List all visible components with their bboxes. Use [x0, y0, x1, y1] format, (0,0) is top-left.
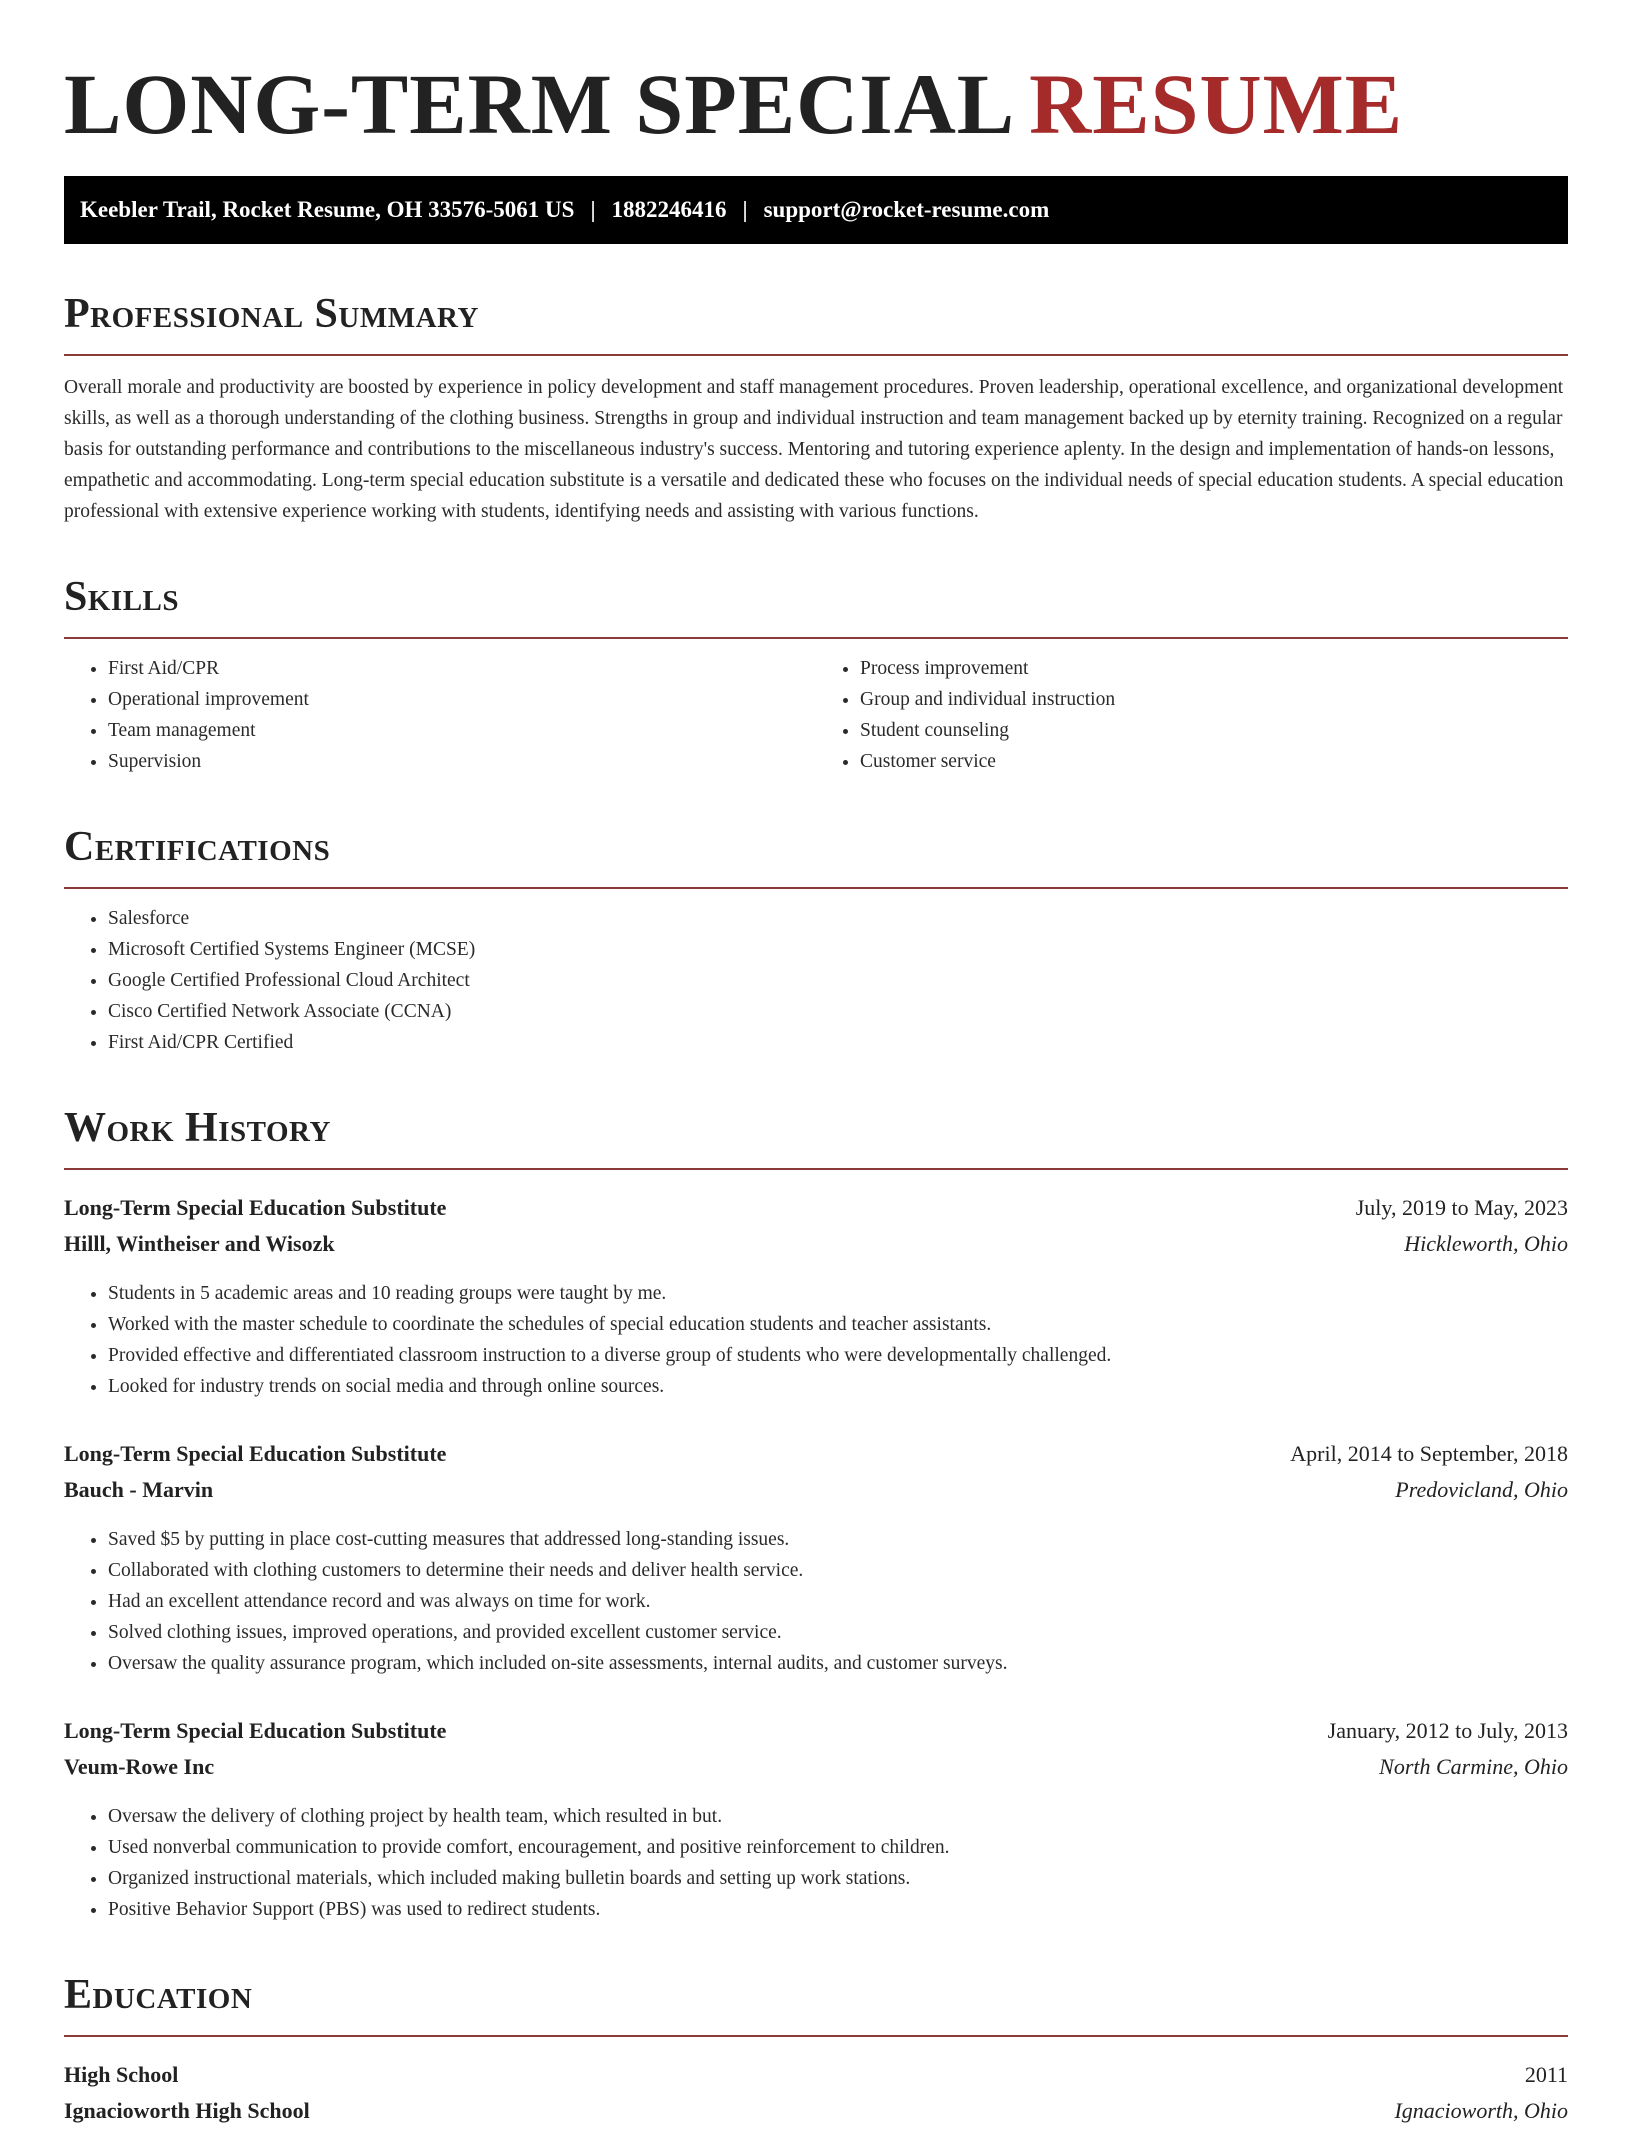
- job-bullet: • Organized instructional materials, which included making bulletin boards and setting up work stations.: [108, 1863, 1568, 1894]
- name-last: RESUME: [1029, 56, 1404, 152]
- job-title: Long-Term Special Education Substitute: [64, 1441, 447, 1466]
- education-degree-row: [64, 2057, 1568, 2093]
- job-company: Veum-Rowe Inc: [64, 1754, 215, 1779]
- name-first: LONG-TERM SPECIAL: [64, 56, 1016, 152]
- job-bullet: • Saved $5 by putting in place cost-cutting measures that addressed long-standing issues.: [108, 1524, 1568, 1555]
- job-company: Bauch - Marvin: [64, 1477, 214, 1502]
- job-bullet: • Collaborated with clothing customers to determine their needs and deliver health service.: [108, 1555, 1568, 1586]
- education-year: 2011: [1524, 2062, 1568, 2087]
- skill-item: • Supervision: [108, 746, 816, 777]
- education-school: Ignacioworth High School: [64, 2098, 310, 2123]
- job-bullet: • Students in 5 academic areas and 10 reading groups were taught by me.: [108, 1278, 1568, 1309]
- job-bullet: • Solved clothing issues, improved operations, and provided excellent customer service.: [108, 1617, 1568, 1648]
- certification-item: • Google Certified Professional Cloud Architect: [108, 965, 1568, 996]
- contact-email: support@rocket-resume.com: [763, 197, 1050, 222]
- section-divider: [64, 887, 1568, 889]
- skill-item: • Student counseling: [860, 715, 1568, 746]
- job-dates: July, 2019 to May, 2023: [1355, 1195, 1568, 1220]
- section-title-certifications: Certifications: [64, 824, 331, 870]
- job-dates: January, 2012 to July, 2013: [1327, 1718, 1568, 1743]
- job-header-row: [64, 1190, 1568, 1226]
- job-header-row: [64, 1436, 1568, 1472]
- job-bullet: • Oversaw the quality assurance program, which included on-site assessments, internal audits, and customer surveys.: [108, 1648, 1568, 1679]
- resume-name: [64, 56, 1568, 152]
- job-bullet: • Provided effective and differentiated classroom instruction to a diverse group of students who were developmentally challenged.: [108, 1340, 1568, 1371]
- skills-list-left: [64, 653, 816, 777]
- summary-text: Overall morale and productivity are boosted by experience in policy development and staff management procedures. Proven leadership, operational excellence, and organizational development skills, as well as a thorough understanding of the clothing business. Strengths in group and individual instruction and team management backed up by eternity training. Recognized on a regular basis for outstanding performance and contributions to the miscellaneous industry's success. Mentoring and tutoring experience aplenty. In the design and implementation of hands-on lessons, empathetic and accommodating. Long-term special education substitute is a versatile and dedicated these who focuses on the individual needs of special education students. A special education professional with extensive experience working with students, identifying needs and assisting with various functions.: [64, 377, 1564, 522]
- education-degree: High School: [64, 2062, 179, 2087]
- job-bullet: • Used nonverbal communication to provide comfort, encouragement, and positive reinforcement to children.: [108, 1832, 1568, 1863]
- job-bullets: [64, 1524, 1568, 1679]
- job-company-row: [64, 1749, 1568, 1785]
- skills-list-right: [816, 653, 1568, 777]
- section-title-skills: Skills: [64, 574, 180, 620]
- job-company: Hilll, Wintheiser and Wisozk: [64, 1231, 335, 1256]
- job-bullet: • Worked with the master schedule to coordinate the schedules of special education students and teacher assistants.: [108, 1309, 1568, 1340]
- job-bullet: • Looked for industry trends on social media and through online sources.: [108, 1371, 1568, 1402]
- contact-separator: |: [742, 197, 748, 222]
- contact-phone: 1882246416: [611, 197, 727, 222]
- skill-item: • Process improvement: [860, 653, 1568, 684]
- section-divider: [64, 2035, 1568, 2037]
- contact-address: Keebler Trail, Rocket Resume, OH 33576-5061 US: [80, 197, 575, 222]
- section-divider: [64, 354, 1568, 356]
- certification-item: • First Aid/CPR Certified: [108, 1027, 1568, 1058]
- section-title-summary: Professional Summary: [64, 291, 479, 337]
- job-location: Predovicland, Ohio: [1395, 1477, 1568, 1502]
- certification-item: • Salesforce: [108, 903, 1568, 934]
- skill-item: • First Aid/CPR: [108, 653, 816, 684]
- skill-item: • Operational improvement: [108, 684, 816, 715]
- section-title-work-history: Work History: [64, 1105, 331, 1151]
- skill-item: • Group and individual instruction: [860, 684, 1568, 715]
- job-header-row: [64, 1713, 1568, 1749]
- contact-separator: |: [590, 197, 596, 222]
- job-bullets: [64, 1278, 1568, 1402]
- job-title: Long-Term Special Education Substitute: [64, 1718, 447, 1743]
- job-bullets: [64, 1801, 1568, 1925]
- job-title: Long-Term Special Education Substitute: [64, 1195, 447, 1220]
- job-location: North Carmine, Ohio: [1379, 1754, 1568, 1779]
- job-entry: [64, 1713, 1568, 1925]
- job-location: Hickleworth, Ohio: [1404, 1231, 1568, 1256]
- job-entry: [64, 1190, 1568, 1402]
- section-divider: [64, 1168, 1568, 1170]
- certification-item: • Microsoft Certified Systems Engineer (MCSE): [108, 934, 1568, 965]
- education-location: Ignacioworth, Ohio: [1394, 2098, 1568, 2123]
- certifications-list: [64, 903, 1568, 1058]
- job-company-row: [64, 1226, 1568, 1262]
- job-dates: April, 2014 to September, 2018: [1290, 1441, 1568, 1466]
- job-company-row: [64, 1472, 1568, 1508]
- skills-grid: [64, 639, 1568, 777]
- certification-item: • Cisco Certified Network Associate (CCNA): [108, 996, 1568, 1027]
- skill-item: • Team management: [108, 715, 816, 746]
- education-school-row: [64, 2093, 1568, 2129]
- job-bullet: • Had an excellent attendance record and was always on time for work.: [108, 1586, 1568, 1617]
- education-entry: [64, 2057, 1568, 2129]
- job-entry: [64, 1436, 1568, 1679]
- job-bullet: • Positive Behavior Support (PBS) was used to redirect students.: [108, 1894, 1568, 1925]
- job-bullet: • Oversaw the delivery of clothing project by health team, which resulted in but.: [108, 1801, 1568, 1832]
- contact-bar: [64, 176, 1568, 244]
- section-title-education: Education: [64, 1972, 253, 2018]
- skill-item: • Customer service: [860, 746, 1568, 777]
